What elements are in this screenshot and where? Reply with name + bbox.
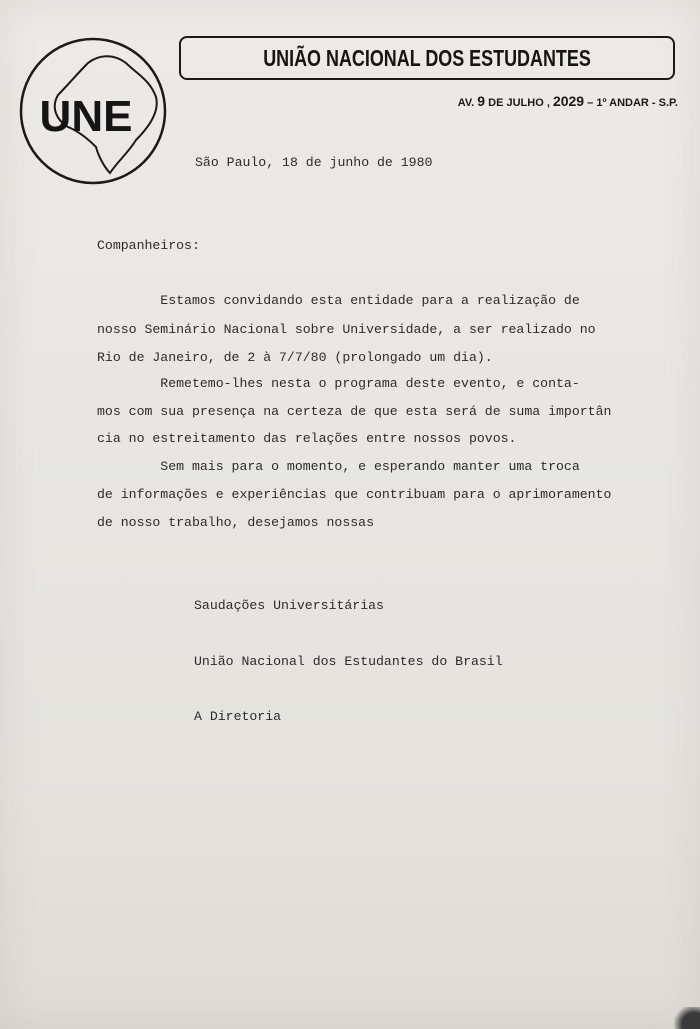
body-line: cia no estreitamento das relações entre nossos povos.: [97, 431, 517, 446]
body-line: de nosso trabalho, desejamos nossas: [97, 515, 374, 530]
body-line: de informações e experiências que contribuam para o aprimoramento: [97, 487, 612, 502]
address-street: DE JULHO ,: [488, 97, 550, 109]
body-line: nosso Seminário Nacional sobre Universidade, a ser realizado no: [97, 322, 596, 337]
address-day: 9: [477, 93, 486, 109]
signature-organization: União Nacional dos Estudantes do Brasil: [194, 654, 503, 669]
letterhead-address: [458, 93, 678, 109]
address-prefix: AV.: [457, 97, 475, 109]
signature: A Diretoria: [194, 709, 282, 724]
une-logo: [18, 35, 168, 187]
letter-salutation: Companheiros:: [97, 238, 200, 253]
logo-text: UNE: [39, 92, 133, 141]
body-line: mos com sua presença na certeza de que esta será de suma importân: [97, 404, 612, 419]
letter-date: São Paulo, 18 de junho de 1980: [195, 155, 433, 170]
letter-closing: Saudações Universitárias: [194, 598, 384, 613]
address-floor: – 1º ANDAR - S.P.: [587, 97, 678, 109]
body-line: Sem mais para o momento, e esperando manter uma troca: [97, 459, 580, 474]
body-line: Remetemo-lhes nesta o programa deste evento, e conta-: [97, 376, 580, 391]
body-line: Rio de Janeiro, de 2 à 7/7/80 (prolongado um dia).: [97, 350, 493, 365]
body-line: Estamos convidando esta entidade para a realização de: [97, 293, 580, 308]
organization-name: UNIÃO NACIONAL DOS ESTUDANTES: [263, 44, 591, 71]
letterhead-title-box: [179, 36, 675, 80]
ink-smudge: [670, 1007, 700, 1029]
address-number: 2029: [552, 93, 585, 109]
